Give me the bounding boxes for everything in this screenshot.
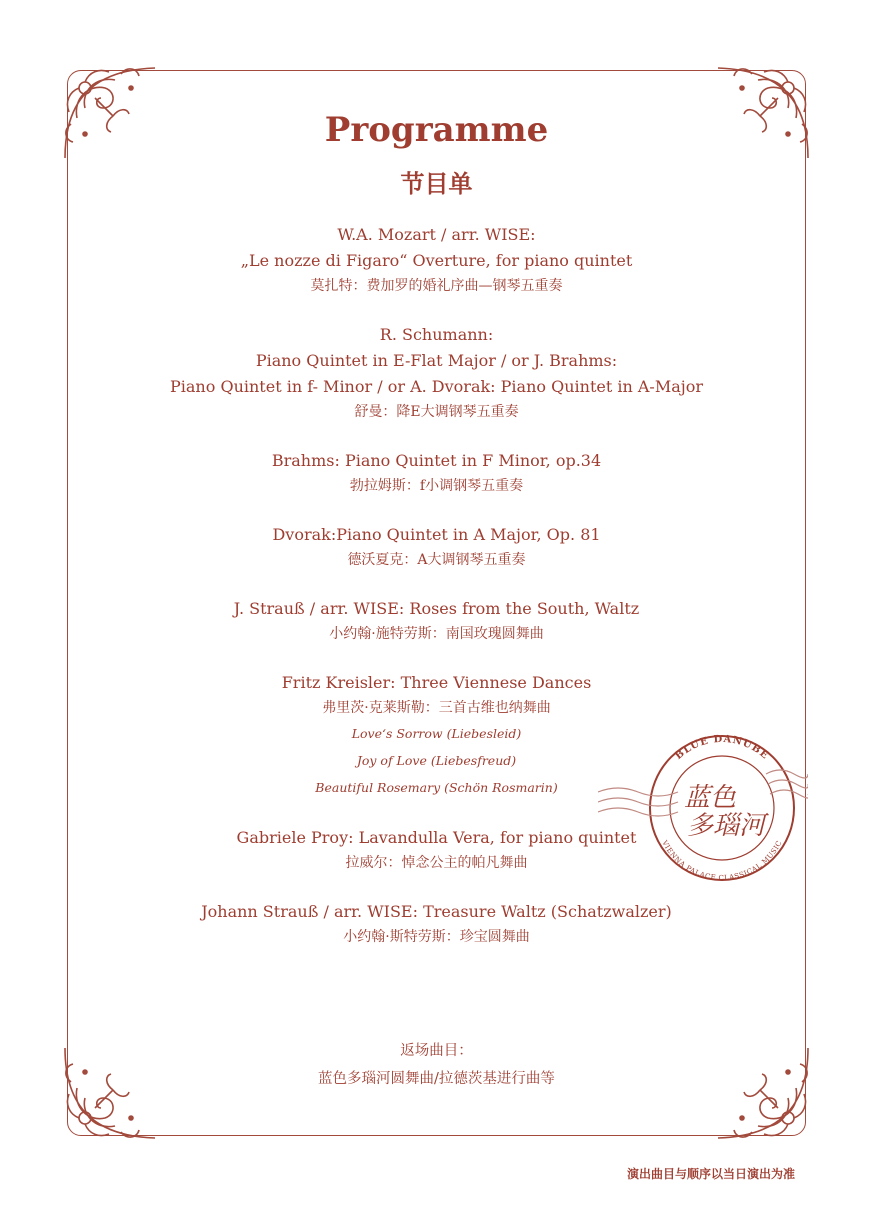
piece-title-line: Johann Strauß / arr. WISE: Treasure Waltz (Schatzwalzer) bbox=[201, 902, 672, 921]
blue-danube-stamp-logo bbox=[598, 722, 808, 882]
programme-item bbox=[100, 322, 773, 424]
piece-title-line: Dvorak:Piano Quintet in A Major, Op. 81 bbox=[272, 525, 601, 544]
encore-label: 返场曲目： bbox=[400, 1043, 473, 1059]
svg-text:VIENNA PALACE CLASSICAL MUSIC: VIENNA PALACE CLASSICAL MUSIC bbox=[660, 839, 784, 882]
page-subtitle: 节目单 bbox=[400, 169, 473, 198]
piece-title-line: Piano Quintet in f- Minor / or A. Dvorak: Piano Quintet in A-Major bbox=[170, 377, 703, 396]
piece-title-line: R. Schumann: bbox=[379, 325, 494, 344]
piece-title-chinese: 小约翰·施特劳斯：南国玫瑰圆舞曲 bbox=[329, 626, 544, 642]
programme-item bbox=[100, 596, 773, 646]
piece-title-chinese: 小约翰·斯特劳斯：珍宝圆舞曲 bbox=[343, 929, 530, 945]
dance-title: Beautiful Rosemary (Schön Rosmarin) bbox=[315, 780, 558, 795]
programme-item bbox=[100, 899, 773, 949]
encore-section bbox=[0, 1037, 873, 1093]
piece-title-chinese: 勃拉姆斯：f小调钢琴五重奏 bbox=[349, 478, 524, 494]
piece-title-line: J. Strauß / arr. WISE: Roses from the South, Waltz bbox=[233, 599, 640, 618]
piece-title-line: Fritz Kreisler: Three Viennese Dances bbox=[281, 673, 592, 692]
dance-title: Love‘s Sorrow (Liebesleid) bbox=[351, 726, 522, 741]
footnote: 演出曲目与顺序以当日演出为准 bbox=[626, 1167, 795, 1181]
piece-title-chinese: 德沃夏克：A大调钢琴五重奏 bbox=[347, 552, 526, 568]
piece-title-chinese: 莫扎特：费加罗的婚礼序曲—钢琴五重奏 bbox=[310, 278, 563, 294]
svg-text:蓝色: 蓝色 bbox=[683, 783, 737, 813]
page-title: Programme bbox=[324, 110, 549, 150]
piece-title-line: Brahms: Piano Quintet in F Minor, op.34 bbox=[271, 451, 602, 470]
programme-item bbox=[100, 448, 773, 498]
piece-title-line: Gabriele Proy: Lavandulla Vera, for piano quintet bbox=[236, 828, 637, 847]
piece-title-line: W.A. Mozart / arr. WISE: bbox=[337, 225, 536, 244]
encore-pieces: 蓝色多瑙河圆舞曲/拉德茨基进行曲等 bbox=[318, 1071, 555, 1087]
piece-title-line: „Le nozze di Figaro“ Overture, for piano quintet bbox=[240, 251, 633, 270]
piece-title-line: Piano Quintet in E-Flat Major / or J. Brahms: bbox=[255, 351, 618, 370]
svg-text:多瑙河: 多瑙河 bbox=[686, 811, 766, 841]
piece-title-chinese: 弗里茨·克莱斯勒：三首古维也纳舞曲 bbox=[322, 700, 551, 716]
dance-title: Joy of Love (Liebesfreud) bbox=[356, 753, 517, 768]
piece-title-chinese: 拉威尔：悼念公主的帕凡舞曲 bbox=[345, 855, 528, 871]
svg-text:BLUE DANUBE: BLUE DANUBE bbox=[673, 733, 771, 762]
programme-item bbox=[100, 222, 773, 298]
programme-item bbox=[100, 522, 773, 572]
piece-title-chinese: 舒曼：降E大调钢琴五重奏 bbox=[354, 404, 519, 420]
